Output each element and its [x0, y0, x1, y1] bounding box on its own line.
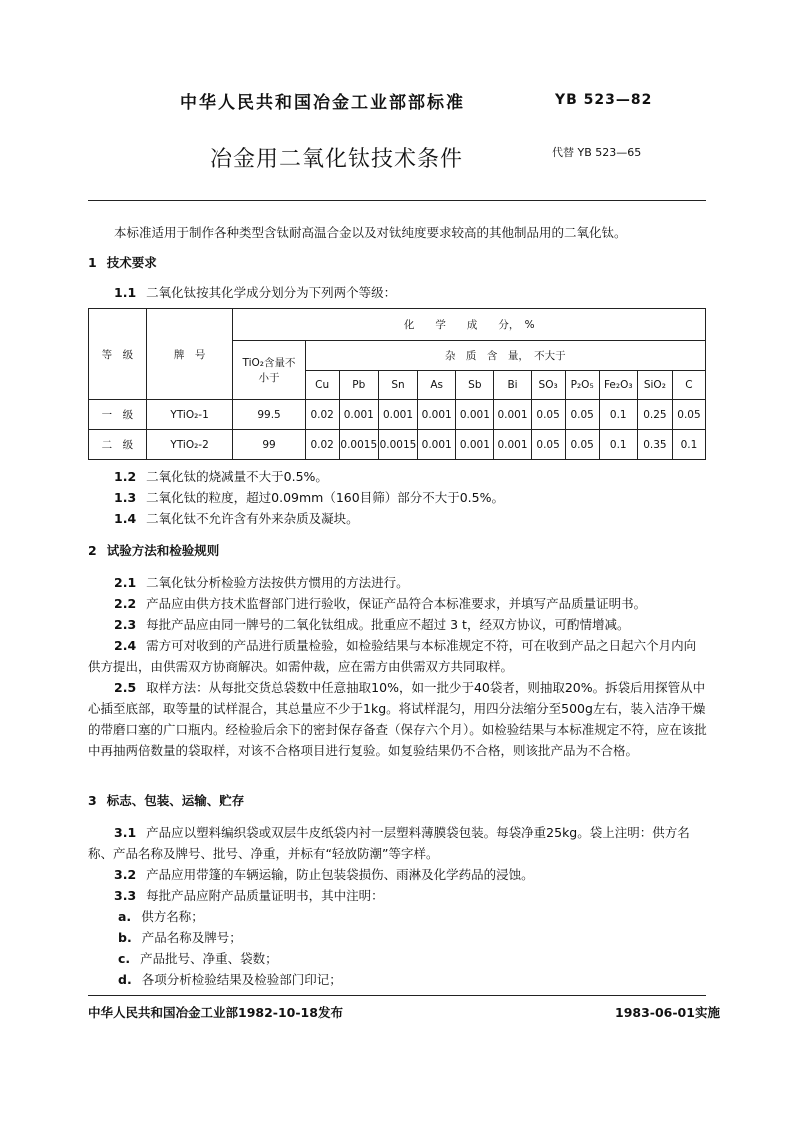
header-rule — [88, 200, 706, 201]
cell-brand: YTiO₂-1 — [146, 400, 233, 430]
list-item: a. 供方名称； — [118, 909, 204, 924]
cell-tio2: 99 — [233, 430, 305, 460]
footer-rule — [88, 995, 706, 996]
intro-paragraph: 本标准适用于制作各种类型含钛耐高温合金以及对钛纯度要求较高的其他制品用的二氧化钛。 — [114, 225, 627, 240]
th-element: Sn — [378, 371, 417, 400]
para-2-4: 2.4 需方可对收到的产品进行质量检验，如检验结果与本标准规定不符，可在收到产品之日起六个月内向供方提出，由供需双方协商解决。如需仲裁，应在需方由供需双方共同取样。 — [88, 638, 697, 674]
para-3-2: 3.2 产品应用带篷的车辆运输，防止包装袋损伤、雨淋及化学药品的浸蚀。 — [114, 867, 534, 882]
effective-date: 1983-06-01实施 — [615, 1005, 720, 1020]
section-1-heading: 1 技术要求 — [88, 255, 157, 270]
cell-value: 0.001 — [456, 400, 494, 430]
cell-value: 0.001 — [456, 430, 494, 460]
table-row — [89, 400, 706, 430]
para-1-2: 1.2 二氧化钛的烧减量不大于0.5%。 — [114, 469, 328, 484]
th-element: SiO₂ — [637, 371, 672, 400]
th-tio2-min: TiO₂含量不小于 — [233, 341, 305, 400]
issuing-authority: 中华人民共和国冶金工业部部标准 — [180, 93, 465, 113]
th-element: Cu — [305, 371, 339, 400]
th-element: Sb — [456, 371, 494, 400]
cell-value: 0.05 — [672, 400, 705, 430]
para-2-2: 2.2 产品应由供方技术监督部门进行验收，保证产品符合本标准要求，并填写产品质量证明书。 — [114, 596, 647, 611]
cell-value: 0.25 — [637, 400, 672, 430]
table-row — [89, 430, 706, 460]
cell-value: 0.001 — [339, 400, 378, 430]
cell-value: 0.001 — [494, 430, 531, 460]
th-brand: 牌 号 — [146, 309, 233, 400]
para-1-1: 1.1 二氧化钛按其化学成分划分为下列两个等级： — [114, 285, 397, 300]
cell-grade: 一 级 — [89, 400, 147, 430]
th-grade: 等 级 — [89, 309, 147, 400]
cell-value: 0.02 — [305, 430, 339, 460]
th-element: P₂O₅ — [565, 371, 599, 400]
cell-brand: YTiO₂-2 — [146, 430, 233, 460]
cell-value: 0.1 — [672, 430, 705, 460]
th-element: Fe₂O₃ — [599, 371, 637, 400]
cell-value: 0.35 — [637, 430, 672, 460]
cell-value: 0.001 — [418, 430, 456, 460]
th-element: Pb — [339, 371, 378, 400]
list-item: d. 各项分析检验结果及检验部门印记； — [118, 972, 342, 987]
cell-value: 0.05 — [531, 430, 565, 460]
section-2-heading: 2 试验方法和检验规则 — [88, 543, 220, 558]
para-2-5: 2.5 取样方法：从每批交货总袋数中任意抽取10%，如一批少于40袋者，则抽取20%。拆袋后用探管从中心插至底部，取等量的试样混合，其总量应不少于1kg。将试样混匀，用四分法缩分至500g左右，装入洁净干燥的带磨口塞的广口瓶内。经检验后余下的密封保存备查（保存六个月）。如检验结果与本标准规定不符，应在该批中再抽两倍数量的袋取样，对该不合格项目进行复验。如复验结果仍不合格，则该批产品为不合格。 — [88, 680, 707, 758]
para-3-1: 3.1 产品应以塑料编织袋或双层牛皮纸袋内衬一层塑料薄膜袋包装。每袋净重25kg。袋上注明：供方名称、产品名称及牌号、批号、净重，并标有“轻放防潮”等字样。 — [88, 825, 690, 861]
cell-value: 0.05 — [565, 430, 599, 460]
chemical-composition-table — [88, 308, 706, 460]
replaces-note: 代替 YB 523—65 — [552, 146, 642, 159]
th-element: C — [672, 371, 705, 400]
cell-value: 0.001 — [494, 400, 531, 430]
cell-value: 0.0015 — [339, 430, 378, 460]
para-2-3: 2.3 每批产品应由同一牌号的二氧化钛组成。批重应不超过 3 t，经双方协议，可酌情增减。 — [114, 617, 630, 632]
cell-value: 0.05 — [565, 400, 599, 430]
issue-date: 中华人民共和国冶金工业部1982-10-18发布 — [88, 1005, 343, 1020]
th-element: Bi — [494, 371, 531, 400]
cell-value: 0.001 — [378, 400, 417, 430]
section-3-heading: 3 标志、包装、运输、贮存 — [88, 793, 245, 808]
list-item: c. 产品批号、净重、袋数； — [118, 951, 278, 966]
para-1-3: 1.3 二氧化钛的粒度，超过0.09mm（160目筛）部分不大于0.5%。 — [114, 490, 504, 505]
cell-value: 0.0015 — [378, 430, 417, 460]
para-1-4: 1.4 二氧化钛不允许含有外来杂质及凝块。 — [114, 511, 359, 526]
cell-value: 0.02 — [305, 400, 339, 430]
cell-value: 0.1 — [599, 400, 637, 430]
cell-tio2: 99.5 — [233, 400, 305, 430]
cell-value: 0.05 — [531, 400, 565, 430]
th-element: SO₃ — [531, 371, 565, 400]
para-2-1: 2.1 二氧化钛分析检验方法按供方惯用的方法进行。 — [114, 575, 409, 590]
cell-grade: 二 级 — [89, 430, 147, 460]
th-chemical-composition: 化 学 成 分， % — [233, 309, 706, 341]
para-3-3: 3.3 每批产品应附产品质量证明书，其中注明： — [114, 888, 384, 903]
cell-value: 0.1 — [599, 430, 637, 460]
list-item: b. 产品名称及牌号； — [118, 930, 242, 945]
document-title: 冶金用二氧化钛技术条件 — [210, 147, 464, 172]
th-impurity-max: 杂 质 含 量， 不大于 — [305, 341, 705, 371]
cell-value: 0.001 — [418, 400, 456, 430]
standard-code: YB 523—82 — [555, 92, 653, 108]
th-element: As — [418, 371, 456, 400]
